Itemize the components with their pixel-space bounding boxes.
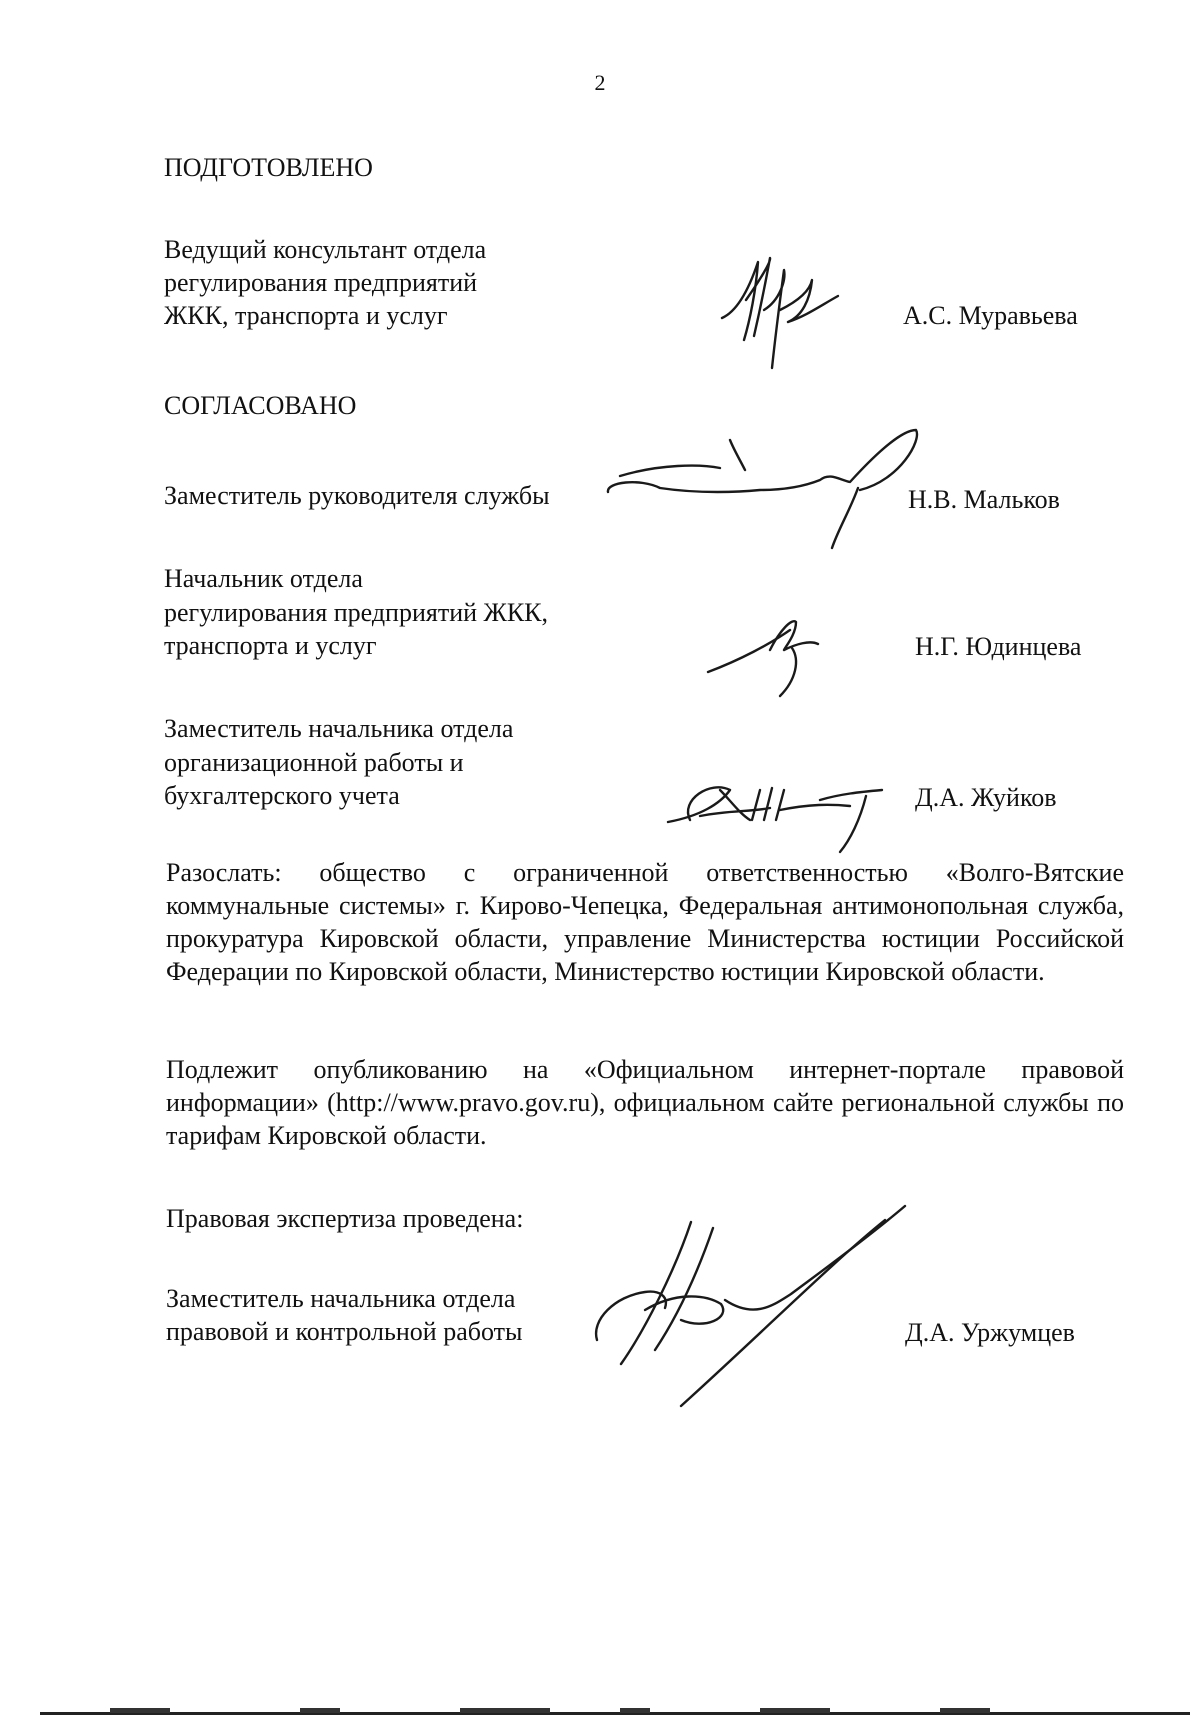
signature-muravyeva-icon — [710, 240, 850, 380]
scan-edge-bar — [0, 1706, 1200, 1721]
department-head-position-line: Начальник отдела — [164, 564, 363, 593]
legal-review-name: Д.А. Уржумцев — [905, 1318, 1075, 1347]
page-number: 2 — [594, 70, 606, 95]
department-head-position-line: транспорта и услуг — [164, 631, 377, 660]
prepared-position-line: ЖКК, транспорта и услуг — [164, 301, 448, 330]
deputy-dept-head-name: Д.А. Жуйков — [915, 783, 1057, 812]
legal-review-position-line: правовой и контрольной работы — [166, 1317, 523, 1346]
prepared-signatory-name: А.С. Муравьева — [903, 301, 1078, 330]
department-head-position-line: регулирования предприятий ЖКК, — [164, 598, 549, 627]
deputy-dept-head-position-line: организационной работы и — [164, 748, 464, 777]
prepared-position-line: регулирования предприятий — [164, 268, 478, 297]
deputy-dept-head-position-line: бухгалтерского учета — [164, 781, 400, 810]
prepared-position-line: Ведущий консультант отдела — [164, 235, 487, 264]
legal-review-position-line: Заместитель начальника отдела — [166, 1284, 516, 1313]
agreed-heading: СОГЛАСОВАНО — [164, 391, 357, 420]
signature-urzhumtsev-icon — [585, 1200, 915, 1410]
signature-yudintseva-icon — [700, 600, 840, 700]
signature-malkov-icon — [600, 420, 920, 560]
deputy-head-position: Заместитель руководителя службы — [164, 481, 550, 510]
signature-zhuykov-icon — [660, 760, 890, 860]
distribution-paragraph: Разослать: общество с ограниченной ответственностью «Волго-Вятские коммунальные системы» г. Кирово-Чепецка, Федеральная антимонопольная служба, прокуратура Кировской области, управление Министерства юстиции Российской Федерации по Кировской области, Министерство юстиции Кировской области. — [166, 858, 1124, 986]
legal-review-heading: Правовая экспертиза проведена: — [166, 1204, 524, 1233]
publication-paragraph: Подлежит опубликованию на «Официальном интернет-портале правовой информации» (http://www.pravo.gov.ru), официальном сайте региональной службы по тарифам Кировской области. — [166, 1055, 1124, 1150]
department-head-name: Н.Г. Юдинцева — [915, 632, 1082, 661]
prepared-heading: ПОДГОТОВЛЕНО — [164, 153, 373, 182]
deputy-head-name: Н.В. Мальков — [908, 485, 1060, 514]
deputy-dept-head-position-line: Заместитель начальника отдела — [164, 714, 514, 743]
